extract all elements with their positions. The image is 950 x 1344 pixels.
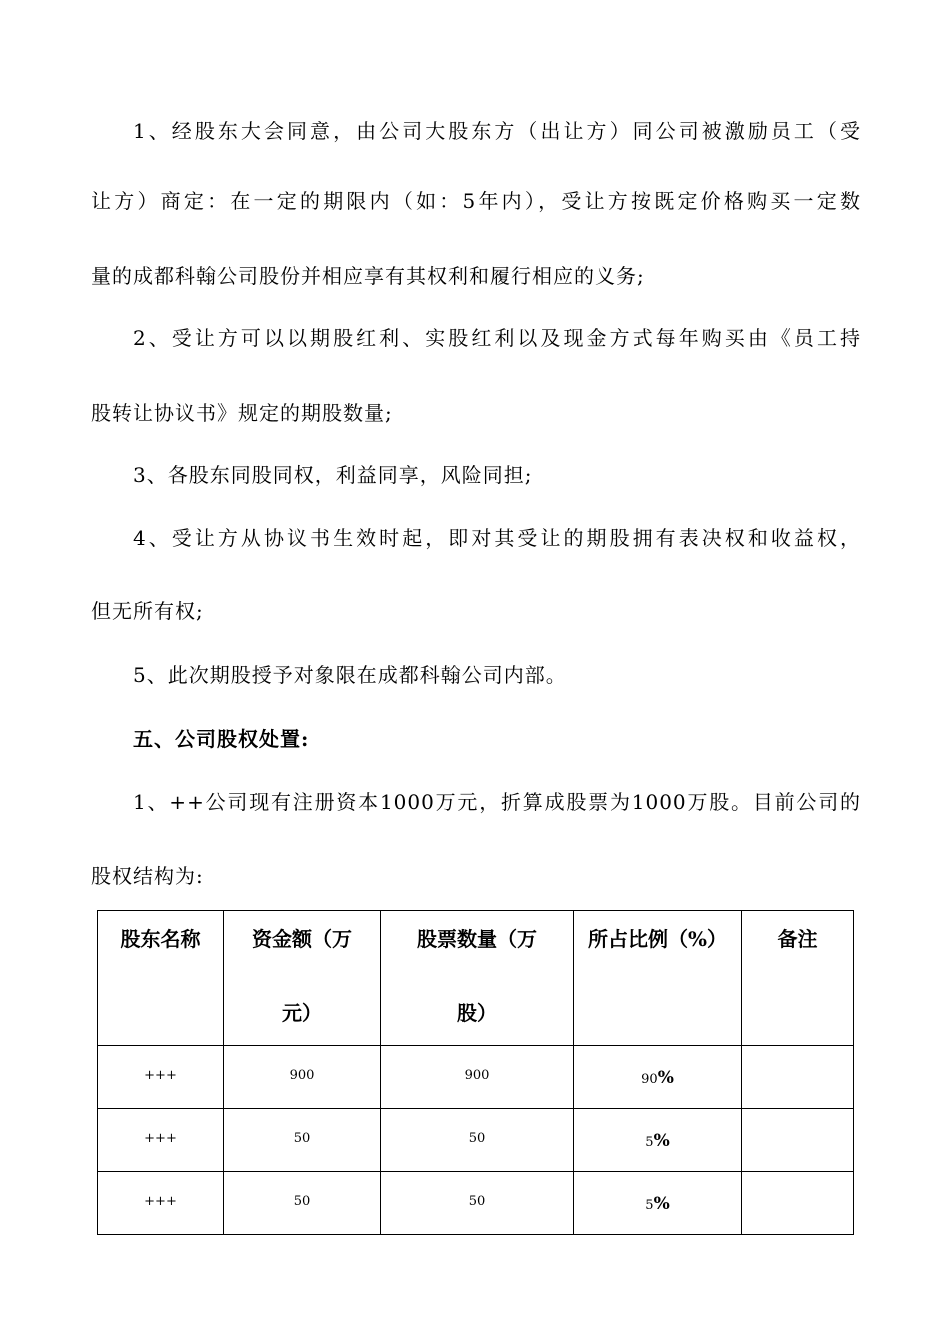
cell-share-quantity: 50: [381, 1109, 574, 1172]
header-share-quantity: [381, 911, 574, 1046]
cell-percentage: [574, 1109, 742, 1172]
paragraph-6-line-2: 股权结构为:: [91, 864, 204, 888]
header-percentage: [574, 911, 742, 1046]
paragraph-4-line-1: 4、受让方从协议书生效时起，即对其受让的期股拥有表决权和收益权，: [133, 526, 861, 550]
header-text-continued: 股）: [457, 1001, 497, 1025]
header-remarks: [742, 911, 854, 1046]
cell-percentage: [574, 1172, 742, 1235]
paragraph-5-line-1: 5、此次期股授予对象限在成都科翰公司内部。: [133, 663, 567, 687]
cell-share-quantity: 900: [381, 1046, 574, 1109]
percent-sign: %: [653, 1194, 670, 1214]
percentage-value: 5: [645, 1135, 654, 1150]
header-text: 资金额（万: [252, 927, 352, 951]
table-row: [98, 1109, 854, 1172]
paragraph-1-line-2: 让方）商定：在一定的期限内（如：5年内），受让方按既定价格购买一定数: [91, 189, 861, 213]
table-row: [98, 1172, 854, 1235]
table-row: [98, 1046, 854, 1109]
header-shareholder-name: [98, 911, 224, 1046]
cell-remarks: [742, 1109, 854, 1172]
percentage-value: 5: [645, 1198, 654, 1213]
header-text: 备注: [777, 927, 818, 951]
percent-sign: %: [653, 1131, 670, 1151]
percentage-value: 90: [641, 1072, 658, 1087]
paragraph-6-line-1: 1、++公司现有注册资本1000万元，折算成股票为1000万股。目前公司的: [133, 790, 861, 814]
cell-capital-amount: 50: [224, 1109, 381, 1172]
cell-capital-amount: 900: [224, 1046, 381, 1109]
header-capital-amount: [224, 911, 381, 1046]
cell-shareholder-name: +++: [98, 1109, 224, 1172]
table-header-row: [98, 911, 854, 1046]
cell-remarks: [742, 1172, 854, 1235]
equity-structure-table: [97, 910, 854, 1235]
paragraph-2-line-2: 股转让协议书》规定的期股数量;: [91, 401, 393, 425]
cell-shareholder-name: +++: [98, 1172, 224, 1235]
cell-capital-amount: 50: [224, 1172, 381, 1235]
header-text: 所占比例（%）: [587, 927, 727, 951]
paragraph-4-line-2: 但无所有权;: [91, 599, 204, 623]
cell-percentage: [574, 1046, 742, 1109]
cell-remarks: [742, 1046, 854, 1109]
paragraph-1-line-1: 1、经股东大会同意，由公司大股东方（出让方）同公司被激励员工（受: [133, 119, 861, 143]
paragraph-3-line-1: 3、各股东同股同权，利益同享，风险同担;: [133, 463, 533, 487]
cell-shareholder-name: +++: [98, 1046, 224, 1109]
cell-share-quantity: 50: [381, 1172, 574, 1235]
percent-sign: %: [657, 1068, 674, 1088]
section-title: 五、公司股权处置:: [133, 727, 310, 751]
header-text: 股东名称: [120, 927, 201, 951]
header-text: 股票数量（万: [417, 927, 537, 951]
paragraph-2-line-1: 2、受让方可以以期股红利、实股红利以及现金方式每年购买由《员工持: [133, 326, 861, 350]
header-text-continued: 元）: [282, 1001, 322, 1025]
paragraph-1-line-3: 量的成都科翰公司股份并相应享有其权利和履行相应的义务;: [91, 264, 645, 288]
